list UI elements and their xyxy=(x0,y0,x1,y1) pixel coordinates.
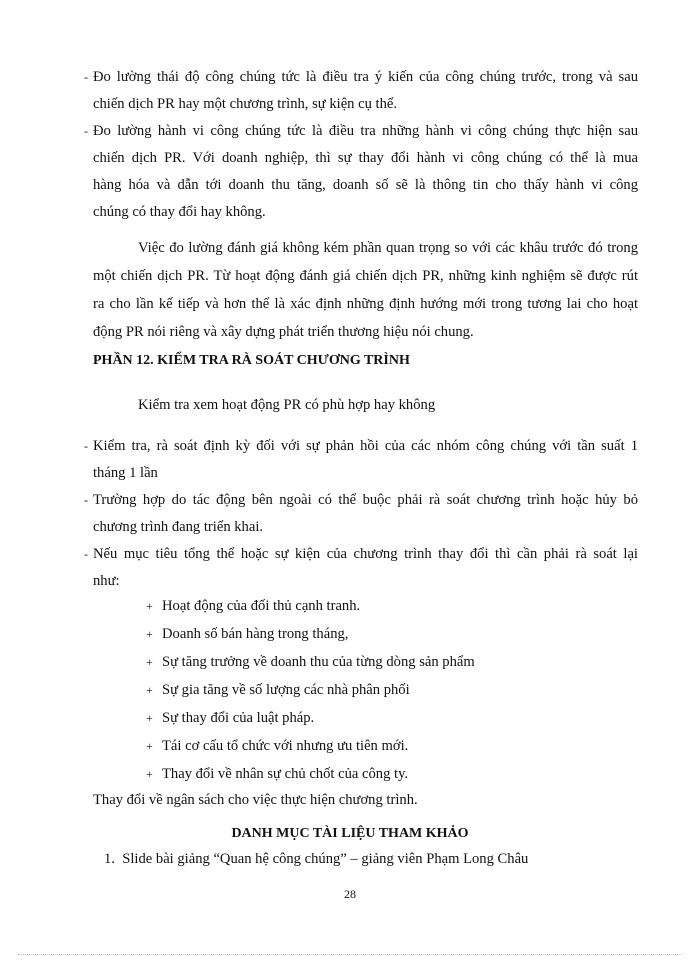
text-line: động PR nói riêng và xây dựng phát triển thương hiệu nói chung. xyxy=(93,324,474,340)
bullet-dash: - xyxy=(84,439,88,453)
bullet-dash: - xyxy=(84,70,88,84)
list-item-text: Doanh số bán hàng trong tháng, xyxy=(162,626,349,642)
list-item xyxy=(146,710,314,727)
bullet-behavior-measurement xyxy=(84,118,638,226)
plus-bullet-icon: + xyxy=(146,739,153,753)
text-line: Kiểm tra, rà soát định kỳ đối với sự phản hồi của các nhóm công chúng với tần suất 1 xyxy=(93,438,638,454)
text-line: Nếu mục tiêu tổng thể hoặc sự kiện của chương trình thay đổi thì cần phải rà soát lại xyxy=(93,546,638,562)
text-line: chiến dịch PR hay một chương trình, sự kiện cụ thể. xyxy=(93,96,398,112)
page-bottom-divider xyxy=(18,954,682,955)
list-item xyxy=(146,654,475,671)
text-line: Đo lường thái độ công chúng tức là điều tra ý kiến của công chúng trước, trong và sau xyxy=(93,69,638,85)
reference-item xyxy=(104,851,528,868)
text-line: một chiến dịch PR. Từ hoạt động đánh giá chiến dịch PR, những kinh nghiệm sẽ được rút xyxy=(93,268,638,284)
text-line: hàng hóa và dẫn tới doanh thu tăng, doanh số sẽ là thông tin cho thấy hành vi công xyxy=(93,177,638,193)
page-number: 28 xyxy=(344,887,356,901)
text-line: chương trình đang triển khai. xyxy=(93,519,264,535)
closing-line: Thay đổi về ngân sách cho việc thực hiện chương trình. xyxy=(93,792,418,808)
bullet-objective-change xyxy=(84,541,638,595)
bullet-external-impact xyxy=(84,487,638,541)
plus-bullet-icon: + xyxy=(146,655,153,669)
plus-bullet-icon: + xyxy=(146,627,153,641)
plus-bullet-icon: + xyxy=(146,683,153,697)
bullet-attitude-measurement xyxy=(84,64,638,118)
list-item-text: Sự thay đổi của luật pháp. xyxy=(162,710,315,726)
reference-number: 1. xyxy=(104,851,115,867)
list-item xyxy=(146,738,408,755)
plus-bullet-icon: + xyxy=(146,767,153,781)
text-line: tháng 1 lần xyxy=(93,465,158,481)
text-line: Đo lường hành vi công chúng tức là điều tra những hành vi công chúng thực hiện sau xyxy=(93,123,638,139)
list-item xyxy=(146,682,410,699)
text-line: chiến dịch PR. Với doanh nghiệp, thì sự thay đổi hành vi công chúng có thể là mua xyxy=(93,150,638,166)
section-intro: Kiểm tra xem hoạt động PR có phù hợp hay không xyxy=(138,397,436,413)
plus-bullet-icon: + xyxy=(146,711,153,725)
text-line: ra cho lần kế tiếp và hơn thế là xác định những định hướng mới trong tương lai cho hoạt xyxy=(93,296,638,312)
references-title: DANH MỤC TÀI LIỆU THAM KHẢO xyxy=(231,826,469,841)
text-line: Việc đo lường đánh giá không kém phần quan trọng so với các khâu trước đó trong xyxy=(138,240,638,256)
list-item-text: Thay đổi về nhân sự chủ chốt của công ty. xyxy=(162,766,409,782)
list-item-text: Tái cơ cấu tổ chức với nhưng ưu tiên mới. xyxy=(162,738,409,754)
plus-bullet-icon: + xyxy=(146,599,153,613)
body-paragraph xyxy=(93,234,638,346)
text-line: như: xyxy=(93,573,120,589)
text-line: chúng có thay đổi hay không. xyxy=(93,204,266,220)
bullet-dash: - xyxy=(84,124,88,138)
bullet-periodic-review xyxy=(84,433,638,487)
text-line: Trường hợp do tác động bên ngoài có thể buộc phải rà soát chương trình hoặc hủy bỏ xyxy=(93,492,638,508)
list-item-text: Sự tăng trưởng về doanh thu của từng dòng sản phẩm xyxy=(162,654,475,670)
bullet-dash: - xyxy=(84,547,88,561)
bullet-dash: - xyxy=(84,493,88,507)
reference-text: Slide bài giảng “Quan hệ công chúng” – giảng viên Phạm Long Châu xyxy=(122,851,529,867)
list-item-text: Sự gia tăng về số lượng các nhà phân phối xyxy=(162,682,410,698)
list-item xyxy=(146,598,360,615)
section-heading: PHẦN 12. KIỂM TRA RÀ SOÁT CHƯƠNG TRÌNH xyxy=(93,353,410,368)
list-item xyxy=(146,626,348,643)
list-item-text: Hoạt động của đối thủ cạnh tranh. xyxy=(162,598,361,614)
list-item xyxy=(146,766,408,783)
